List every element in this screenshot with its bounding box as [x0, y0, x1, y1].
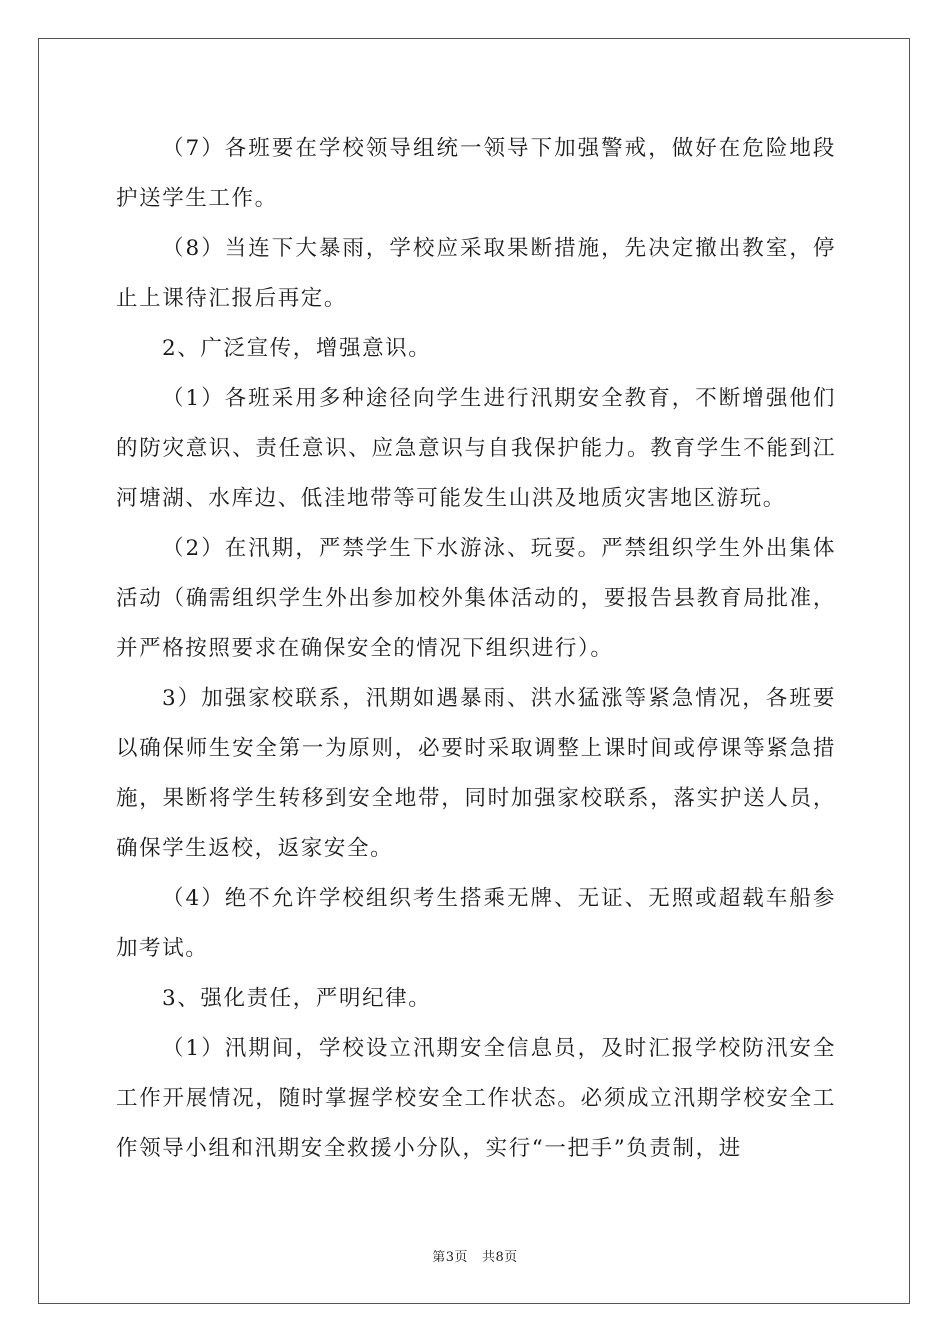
- paragraph-item-2-prohibition: （2）在汛期，严禁学生下水游泳、玩耍。严禁组织学生外出集体活动（确需组织学生外出参加校外集体活动的，要报告县教育局批准，并严格按照要求在确保安全的情况下组织进行）。: [116, 536, 836, 661]
- page-total: 共8页: [482, 1250, 518, 1265]
- section-heading-3: 3、强化责任，严明纪律。: [162, 986, 432, 1011]
- page-footer: [0, 1246, 950, 1265]
- paragraph-item-7-escort: （7）各班要在学校领导组统一领导下加强警戒，做好在危险地段护送学生工作。: [116, 136, 836, 211]
- paragraph-item-3-home-school: 3）加强家校联系，汛期如遇暴雨、洪水猛涨等紧急情况，各班要以确保师生安全第一为原则，必要时采取调整上课时间或停课等紧急措施，果断将学生转移到安全地带，同时加强家校联系，落实护送人员，确保学生返校，返家安全。: [116, 686, 836, 861]
- paragraph-item-1-education: （1）各班采用多种途径向学生进行汛期安全教育，不断增强他们的防灾意识、责任意识、应急意识与自我保护能力。教育学生不能到江河塘湖、水库边、低洼地带等可能发生山洪及地质灾害地区游玩。: [116, 386, 836, 511]
- paragraph-item-1-responsibility: （1）汛期间，学校设立汛期安全信息员，及时汇报学校防汛安全工作开展情况，随时掌握学校安全工作状态。必须成立汛期学校安全工作领导小组和汛期安全救援小分队，实行“一把手”负责制，进: [116, 1036, 836, 1161]
- paragraph-item-4-transport: （4）绝不允许学校组织考生搭乘无牌、无证、无照或超载车船参加考试。: [116, 886, 836, 961]
- paragraph-item-8-evacuate: （8）当连下大暴雨，学校应采取果断措施，先决定撤出教室，停止上课待汇报后再定。: [116, 236, 836, 311]
- page-number: 第3页: [432, 1250, 468, 1265]
- document-body: [116, 124, 836, 1174]
- section-heading-2: 2、广泛宣传，增强意识。: [162, 336, 432, 361]
